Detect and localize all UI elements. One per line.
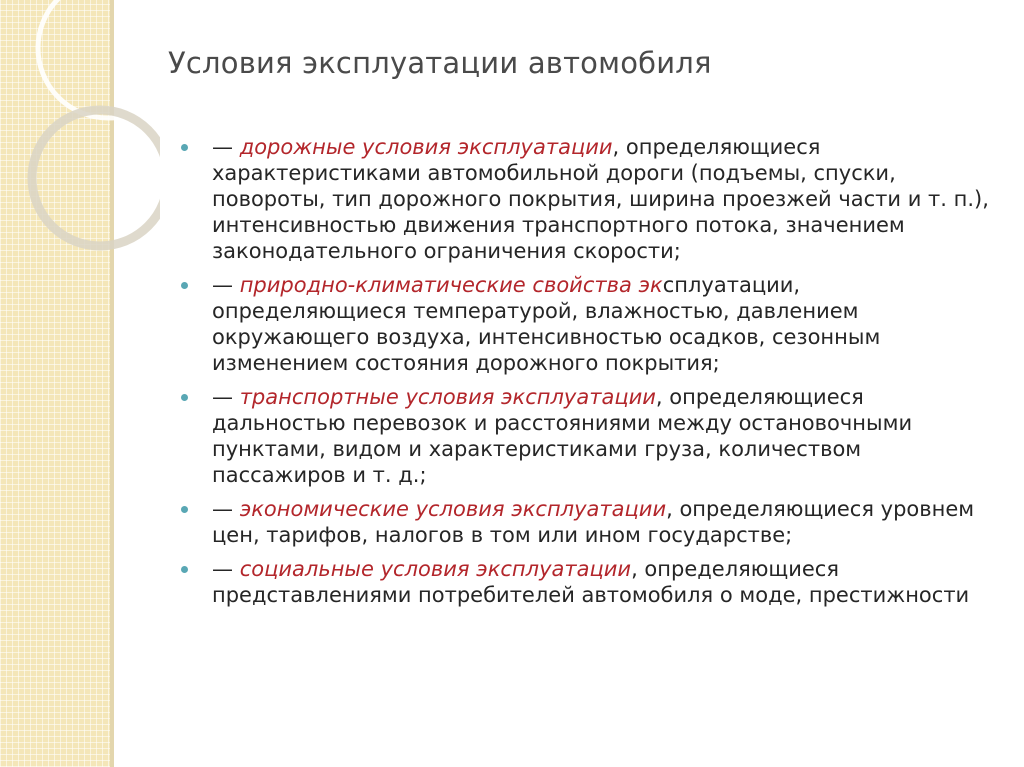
bullet-text: сплуатации, определяющиеся температурой, влажностью, давлением окружающего воздуха, интенсивностью осадков, сезонным изменением состояния дорожного покрытия;: [212, 273, 881, 375]
bullet-text: , определяющиеся уровнем цен, тарифов, налогов в том или ином государстве;: [212, 497, 975, 547]
slide-title: Условия эксплуатации автомобиля: [168, 46, 712, 80]
bullet-dash: —: [212, 385, 240, 409]
bullet-text: , определяющиеся представлениями потребителей автомобиля о моде, престижности: [212, 557, 970, 607]
decorative-ring-top: [38, 0, 160, 118]
bullet-dot-icon: [181, 144, 188, 151]
decorative-ring-middle: [32, 110, 160, 246]
bullet-item-social: [178, 556, 998, 608]
bullet-dash: —: [212, 135, 240, 159]
bullet-item-road: [178, 134, 998, 264]
bullet-item-transport: [178, 384, 998, 488]
bullet-text: , определяющиеся характеристиками автомобильной дороги (подъемы, спуски, повороты, тип дорожного покрытия, ширина проезжей части и т. п.), интенсивностью движения транспортного потока, значением законодательного ограничения скорости;: [212, 135, 989, 263]
bullet-term: социальные условия эксплуатации: [239, 557, 632, 581]
bullet-term: природно-климатические свойства эк: [239, 273, 663, 297]
bullet-text: , определяющиеся дальностью перевозок и расстояниями между остановочными пунктами, видом и характеристиками груза, количеством пассажиров и т. д.;: [212, 385, 913, 487]
bullet-item-economic: [178, 496, 998, 548]
decorative-rings: [0, 0, 160, 260]
bullet-item-climate: [178, 272, 998, 376]
bullet-term: транспортные условия эксплуатации: [239, 385, 656, 409]
bullet-dot-icon: [181, 282, 188, 289]
bullet-term: дорожные условия эксплуатации: [239, 135, 613, 159]
bullet-dash: —: [212, 497, 240, 521]
bullet-dash: —: [212, 557, 240, 581]
bullet-list: [178, 134, 998, 616]
bullet-dot-icon: [181, 506, 188, 513]
bullet-term: экономические условия эксплуатации: [239, 497, 667, 521]
bullet-dot-icon: [181, 566, 188, 573]
bullet-dash: —: [212, 273, 240, 297]
bullet-dot-icon: [181, 394, 188, 401]
